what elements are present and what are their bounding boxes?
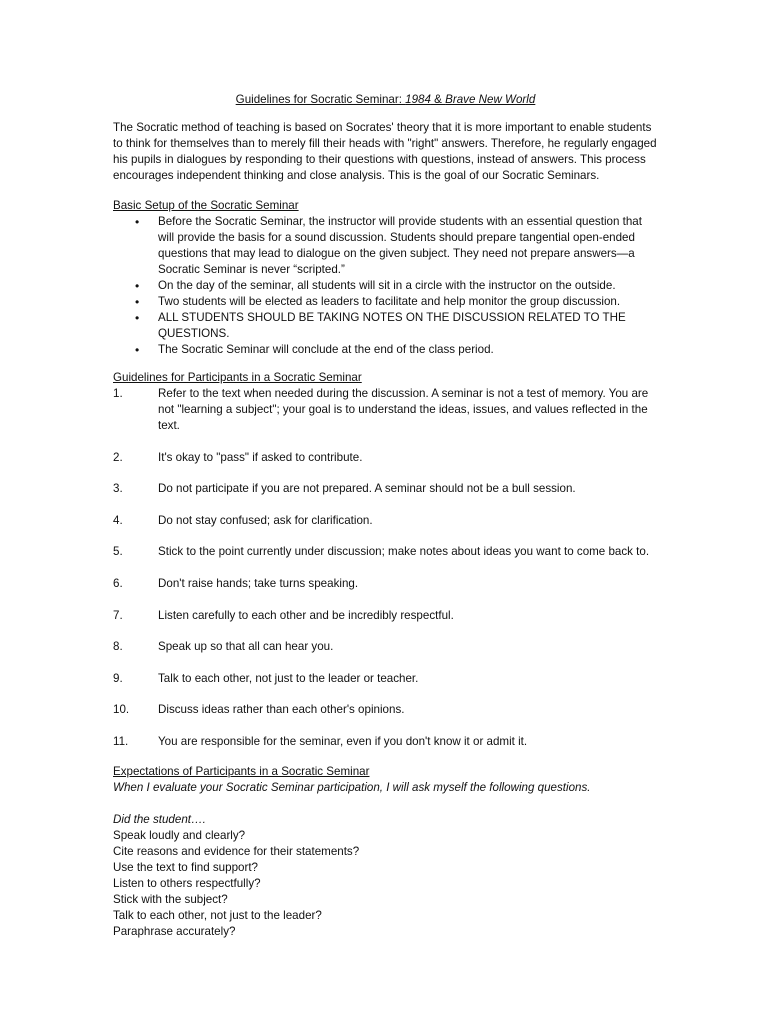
basic-setup-item: • On the day of the seminar, all students will sit in a circle with the instructor on the outside. [113,278,658,294]
guideline-item [113,450,658,466]
guideline-text: Do not participate if you are not prepared. A seminar should not be a bull session. [158,482,576,496]
basic-setup-item: • Two students will be elected as leaders to facilitate and help monitor the group discussion. [113,294,658,310]
guideline-item [113,608,658,624]
basic-setup-heading: Basic Setup of the Socratic Seminar [113,199,299,212]
title-joiner: & [430,93,446,106]
title-prefix: Guidelines for Socratic Seminar: [235,93,406,106]
guideline-text: Do not stay confused; ask for clarification. [158,513,373,527]
title-book-brave-new-world: Brave New World [445,93,536,106]
guideline-number: 8. [113,640,123,654]
expectations-heading: Expectations of Participants in a Socratic Seminar [113,764,370,778]
guideline-number: 3. [113,482,123,496]
guideline-item [113,481,658,497]
basic-setup-list [113,214,658,358]
basic-setup-item: • The Socratic Seminar will conclude at the end of the class period. [113,342,658,358]
expectation-question: Talk to each other, not just to the leader? [113,908,322,922]
document-page [113,92,658,940]
guideline-text: Speak up so that all can hear you. [158,640,334,654]
participant-guidelines-list [113,386,658,750]
guideline-item [113,576,658,592]
document-title [113,92,658,108]
guideline-number: 4. [113,513,123,527]
guideline-text: Stick to the point currently under discussion; make notes about ideas you want to come back to. [158,545,650,559]
guideline-item [113,386,658,434]
guideline-item [113,702,658,718]
guideline-item [113,513,658,529]
guideline-number: 6. [113,576,123,590]
expectations-lead: Did the student…. [113,812,206,826]
guideline-number: 9. [113,671,123,685]
expectation-question: Use the text to find support? [113,860,259,874]
expectation-question: Stick with the subject? [113,892,228,906]
guideline-number: 7. [113,608,123,622]
expectation-question: Cite reasons and evidence for their statements? [113,844,360,858]
guideline-text: You are responsible for the seminar, even if you don't know it or admit it. [158,734,528,748]
expectations-note: When I evaluate your Socratic Seminar participation, I will ask myself the following questions. [113,780,591,794]
guideline-number: 5. [113,545,123,559]
guideline-text: It's okay to "pass" if asked to contribute. [158,450,363,464]
guideline-item [113,671,658,687]
expectation-question: Speak loudly and clearly? [113,828,246,842]
guideline-item [113,734,658,750]
expectation-question: Listen to others respectfully? [113,876,261,890]
guideline-text: Refer to the text when needed during the discussion. A seminar is not a test of memory. You are not "learning a subject"; your goal is to understand the ideas, issues, and values reflected in the text. [158,387,649,432]
guideline-text: Discuss ideas rather than each other's opinions. [158,703,405,717]
title-book-1984: 1984 [405,93,431,106]
guideline-number: 1. [113,387,123,400]
expectation-question: Paraphrase accurately? [113,924,236,938]
guideline-number: 10. [113,703,130,717]
guideline-item [113,639,658,655]
guideline-text: Listen carefully to each other and be incredibly respectful. [158,608,454,622]
basic-setup-item: • Before the Socratic Seminar, the instructor will provide students with an essential question that will provide the basis for a sound discussion. Students should prepare tangential open-ended questions that may lead to dialogue on the given subject. They need not prepare answers—a Socratic Seminar is never “scripted.” [113,214,658,278]
guideline-text: Don't raise hands; take turns speaking. [158,576,359,590]
guideline-item [113,544,658,560]
basic-setup-item: • ALL STUDENTS SHOULD BE TAKING NOTES ON THE DISCUSSION RELATED TO THE QUESTIONS. [113,310,658,342]
guideline-text: Talk to each other, not just to the leader or teacher. [158,671,419,685]
expectations-question-list [113,828,658,940]
participant-guidelines-heading: Guidelines for Participants in a Socratic Seminar [113,371,362,384]
guideline-number: 11. [113,734,129,748]
guideline-number: 2. [113,450,123,464]
intro-paragraph: The Socratic method of teaching is based on Socrates' theory that it is more important to enable students to think for themselves than to merely fill their heads with "right" answers. Therefore, he regularly engaged his pupils in dialogues by responding to their questions with questions, instead of answers. This process encourages independent thinking and close analysis. This is the goal of our Socratic Seminars. [113,121,657,182]
